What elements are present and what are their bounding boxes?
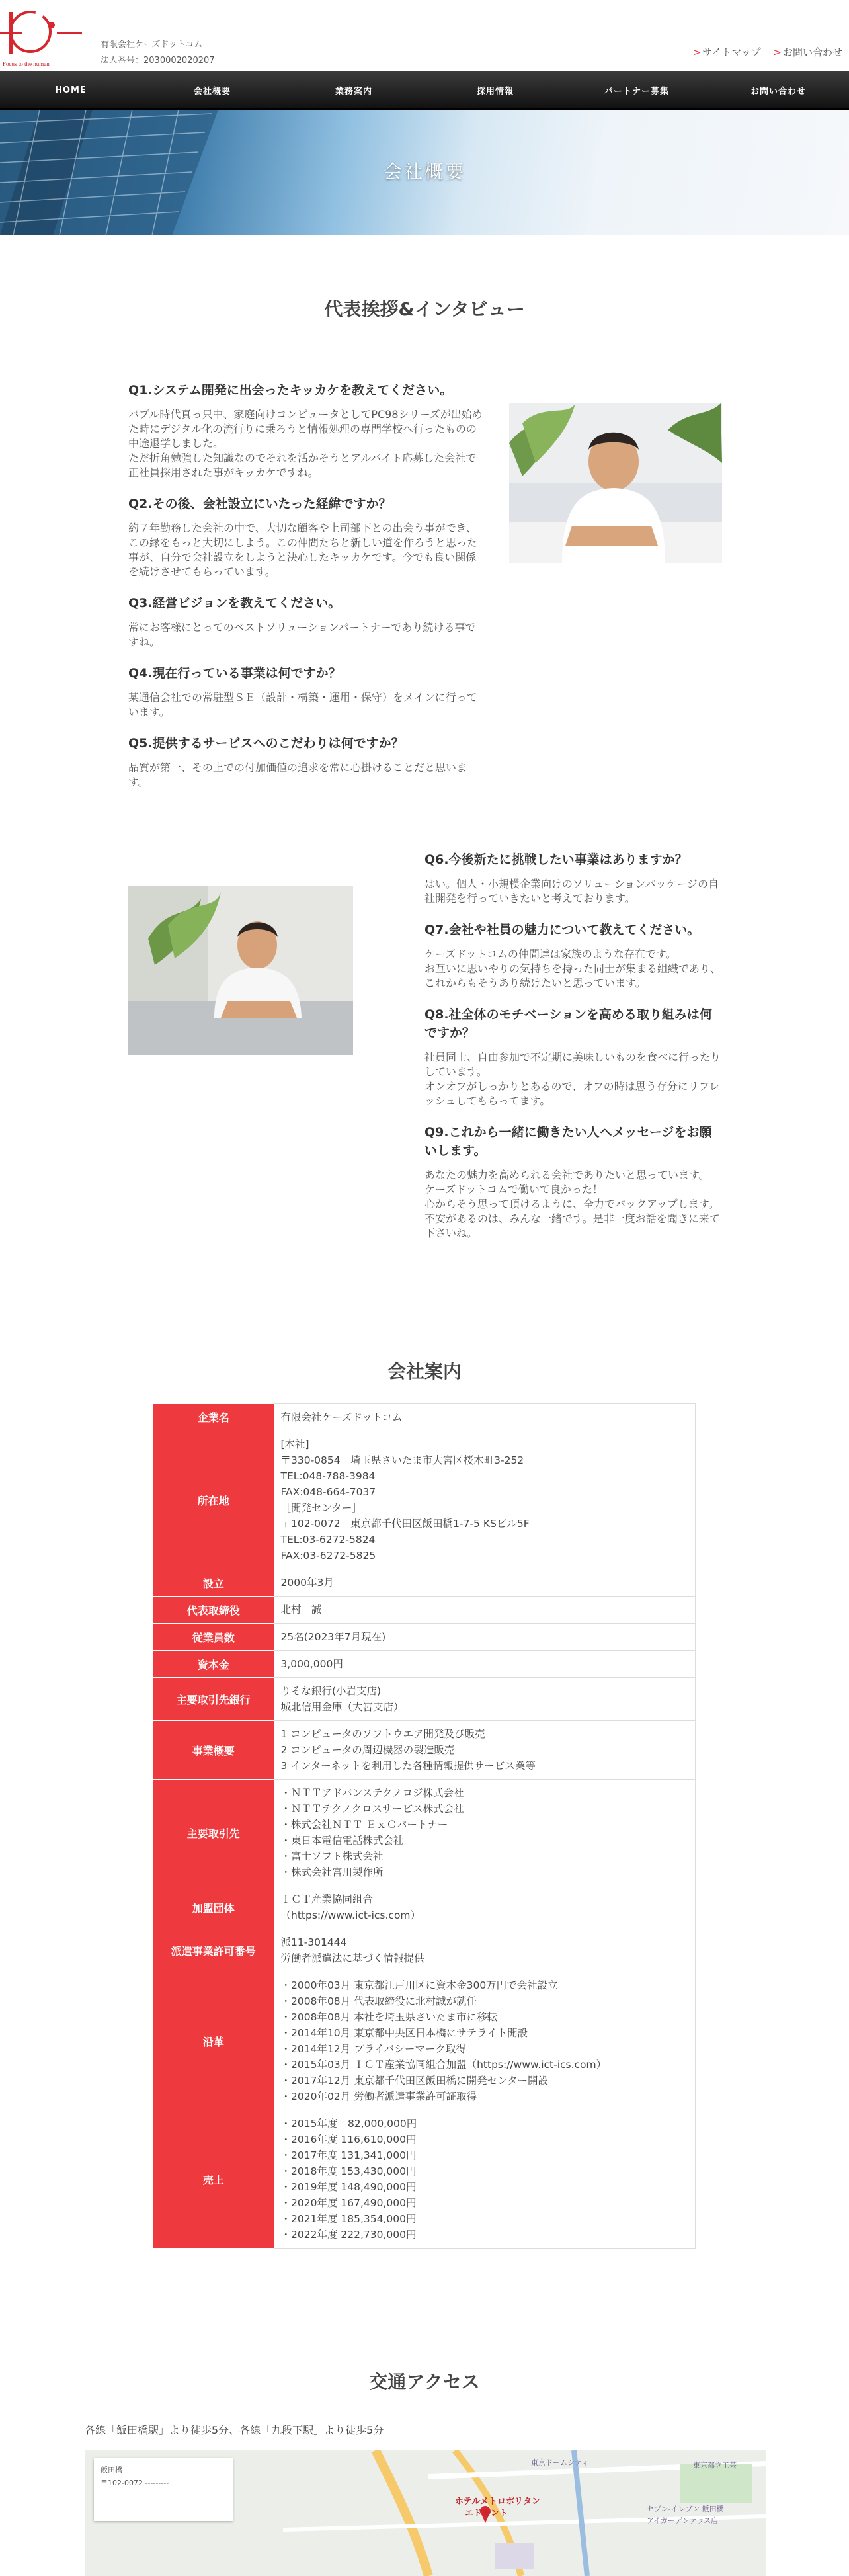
map-label: エドモント [465,2509,508,2518]
row-label: 派遣事業許可番号 [153,1929,274,1972]
row-label: 所在地 [153,1431,274,1569]
answer-3: 常にお客様にとってのベストソリューションパートナーであり続ける事ですね。 [128,621,476,648]
interview-block-1 [0,366,849,836]
map-label: セブン-イレブン 飯田橋 [647,2505,724,2513]
table-row [153,1569,696,1597]
table-row [153,1886,696,1929]
header-links [684,45,842,59]
sitemap-link[interactable] [693,46,761,58]
qa-column [425,836,722,1241]
nav-item-recruit[interactable]: 採用情報 [476,86,514,97]
answer-6: はい。個人・小規模企業向けのソリューションパッケージの自社開発を行っていきたいと考えております。 [425,878,719,905]
answer-7: ケーズドットコムの仲間達は家族のような存在です。 お互いに思いやりの気持ちを持った同士が集まる組織であり、これからもそうあり続けたいと思っています。 [425,948,721,989]
question-4: Q4.現在行っている事業は何ですか？ [128,666,341,681]
company-info-table [153,1403,696,2249]
question-7: Q7.会社や社員の魅力について教えてください。 [425,923,700,937]
ceo-photo [509,403,722,563]
row-value: ・2015年度 82,000,000円 ・2016年度 116,610,000円 ・2017年度 131,341,000円 ・2018年度 153,430,000円 ・2019年度 148,490,000円 ・2020年度 167,490,000円 ・2021年度 185,354,000円 ・2022年度 222,730,000円 [274,2110,696,2249]
company-info [101,37,215,69]
question-3: Q3.経営ビジョンを教えてください。 [128,596,341,610]
table-row [153,1404,696,1431]
row-value: 北村 誠 [274,1597,696,1624]
row-value: 3,000,000円 [274,1651,696,1678]
map-card-address: 〒102-0072 --------- [101,2479,169,2487]
table-row [153,1780,696,1886]
row-value: りそな銀行(小岩支店) 城北信用金庫（大宮支店） [274,1678,696,1721]
row-label: 事業概要 [153,1721,274,1780]
map-card-title: 飯田橋 [101,2466,122,2474]
company-logo[interactable] [0,5,86,68]
answer-1: バブル時代真っ只中、家庭向けコンピュータとしてPC98シリーズが出始めた時にデジタル化の流行りに乗ろうと情報処理の専門学校へ行ったものの中途退学しました。 ただ折角勉強した知識なのでそれを活かそうとアルバイト応募した会社で正社員採用された事がキッカケですね。 [128,408,483,479]
question-1: Q1.システム開発に出会ったキッカケを教えてください。 [128,383,453,397]
table-row [153,1597,696,1624]
question-6: Q6.今後新たに挑戦したい事業はありますか？ [425,852,688,867]
company-name: 有限会社ケーズドットコム [101,40,203,50]
row-label: 主要取引先銀行 [153,1678,274,1721]
nav-item-home[interactable]: HOME [55,85,87,95]
table-row [153,1624,696,1651]
main-nav [0,71,849,110]
table-row [153,1972,696,2110]
kc-logo-icon [0,5,86,65]
table-row [153,1431,696,1569]
table-row [153,1929,696,1972]
row-label: 加盟団体 [153,1886,274,1929]
map-label: 東京都立工芸 [693,2461,737,2470]
contact-link[interactable] [773,46,842,58]
map-label: アイガーデンテラス店 [647,2516,719,2525]
row-value: [本社] 〒330-0854 埼玉県さいたま市大宮区桜木町3-252 TEL:048-788-3984 FAX:048-664-7037 ［開発センター］ 〒102-0072 東京都千代田区飯田橋1-7-5 KSビル5F TEL:03-6272-5824 FAX:03-6272-5825 [274,1431,696,1569]
table-row [153,1651,696,1678]
row-label: 従業員数 [153,1624,274,1651]
qa-column [128,366,484,790]
nav-item-company[interactable]: 会社概要 [193,86,231,97]
row-label: 代表取締役 [153,1597,274,1624]
nav-item-services[interactable]: 業務案内 [335,86,372,97]
row-value: ・2000年03月 東京都江戸川区に資本金300万円で会社設立 ・2008年08月 代表取締役に北村誠が就任 ・2008年08月 本社を埼玉県さいたま市に移転 ・2014年10月 東京都中央区日本橋にサテライト開設 ・2014年12月 プライバシーマーク取得 ・2015年03月 ＩＣＴ産業協同組合加盟（https://www.ict-ics.com） ・2017年12月 東京都千代田区飯田橋に開発センター開設 ・2020年02月 労働者派遣事業許可証取得 [274,1972,696,2110]
row-label: 主要取引先 [153,1780,274,1886]
row-label: 資本金 [153,1651,274,1678]
interview-title: 代表挨拶&インタビュー [324,298,525,320]
answer-4: 某通信会社での常駐型ＳＥ（設計・構築・運用・保守）をメインに行っています。 [128,691,477,718]
row-value: 有限会社ケーズドットコム [274,1404,696,1431]
question-9: Q9.これから一緒に働きたい人へメッセージをお願いします。 [425,1125,712,1158]
access-description: 各線「飯田橋駅」より徒歩5分、各線「九段下駅」より徒歩5分 [85,2424,384,2436]
row-value: 25名(2023年7月現在) [274,1624,696,1651]
chevron-right-icon: > [692,46,702,58]
table-row [153,1721,696,1780]
map-label: 東京ドームシティ [531,2458,589,2467]
hero-banner [0,110,849,235]
site-header [0,0,849,71]
map-info-card [94,2458,233,2521]
map-label: ホテルメトロポリタン [455,2497,540,2507]
question-8: Q8.社全体のモチベーションを高める取り組みは何ですか？ [425,1007,712,1040]
table-row [153,1678,696,1721]
page-title: 会社概要 [383,161,465,183]
sitemap-link-label: サイトマップ [702,46,761,58]
table-row [153,2110,696,2249]
question-2: Q2.その後、会社設立にいたった経緯ですか？ [128,497,391,511]
answer-5: 品質が第一、その上での付加価値の追求を常に心掛けることだと思います。 [128,761,467,788]
nav-item-contact[interactable]: お問い合わせ [750,86,806,97]
company-info-title: 会社案内 [387,1360,462,1382]
interview-block-2 [0,836,849,1332]
row-value: 派11-301444 労働者派遣法に基づく情報提供 [274,1929,696,1972]
corporate-number: 法人番号：2030002020207 [101,56,215,65]
answer-9: あなたの魅力を高められる会社でありたいと思っています。 ケーズドットコムで働いて良かった！ 心からそう思って頂けるように、全力でバックアップします。 不安があるのは、みんな一緒です。是非一度お話を聞きに来て下さいね。 [425,1169,720,1239]
logo-tagline: Focus to the human [3,61,50,67]
answer-2: 約７年勤務した会社の中で、大切な顧客や上司部下との出会う事ができ、この縁をもっと大切にしよう。この仲間たちと新しい道を作ろうと思った事が、自分で会社設立をしようと決心したキッカケです。今でも良い関係を続けさせてもらっています。 [128,522,478,578]
row-value: 1 コンピュータのソフトウエア開発及び販売 2 コンピュータの周辺機器の製造販売 3 インターネットを利用した各種情報提供サービス業等 [274,1721,696,1780]
row-value: ＩＣＴ産業協同組合 （https://www.ict-ics.com） [274,1886,696,1929]
nav-item-partner[interactable]: パートナー募集 [604,86,669,97]
row-label: 企業名 [153,1404,274,1431]
row-label: 売上 [153,2110,274,2249]
row-label: 沿革 [153,1972,274,2110]
access-title: 交通アクセス [369,2371,480,2393]
row-value: 2000年3月 [274,1569,696,1597]
chevron-right-icon: > [773,46,782,58]
contact-link-label: お問い合わせ [782,46,842,58]
row-value: ・ＮＴＴアドバンステクノロジ株式会社 ・ＮＴＴテクノクロスサービス株式会社 ・株式会社ＮＴＴ ＥｘＣパートナー ・東日本電信電話株式会社 ・富士ソフト株式会社 ・株式会社宮川製作所 [274,1780,696,1886]
row-label: 設立 [153,1569,274,1597]
ceo-desk-photo [128,886,353,1055]
answer-8: 社員同士、自由参加で不定期に美味しいものを食べに行ったりしています。 オンオフがしっかりとあるので、オフの時は思う存分にリフレッシュしてもらってます。 [425,1051,721,1107]
question-5: Q5.提供するサービスへのこだわりは何ですか？ [128,736,404,751]
access-map[interactable] [85,2450,766,2576]
